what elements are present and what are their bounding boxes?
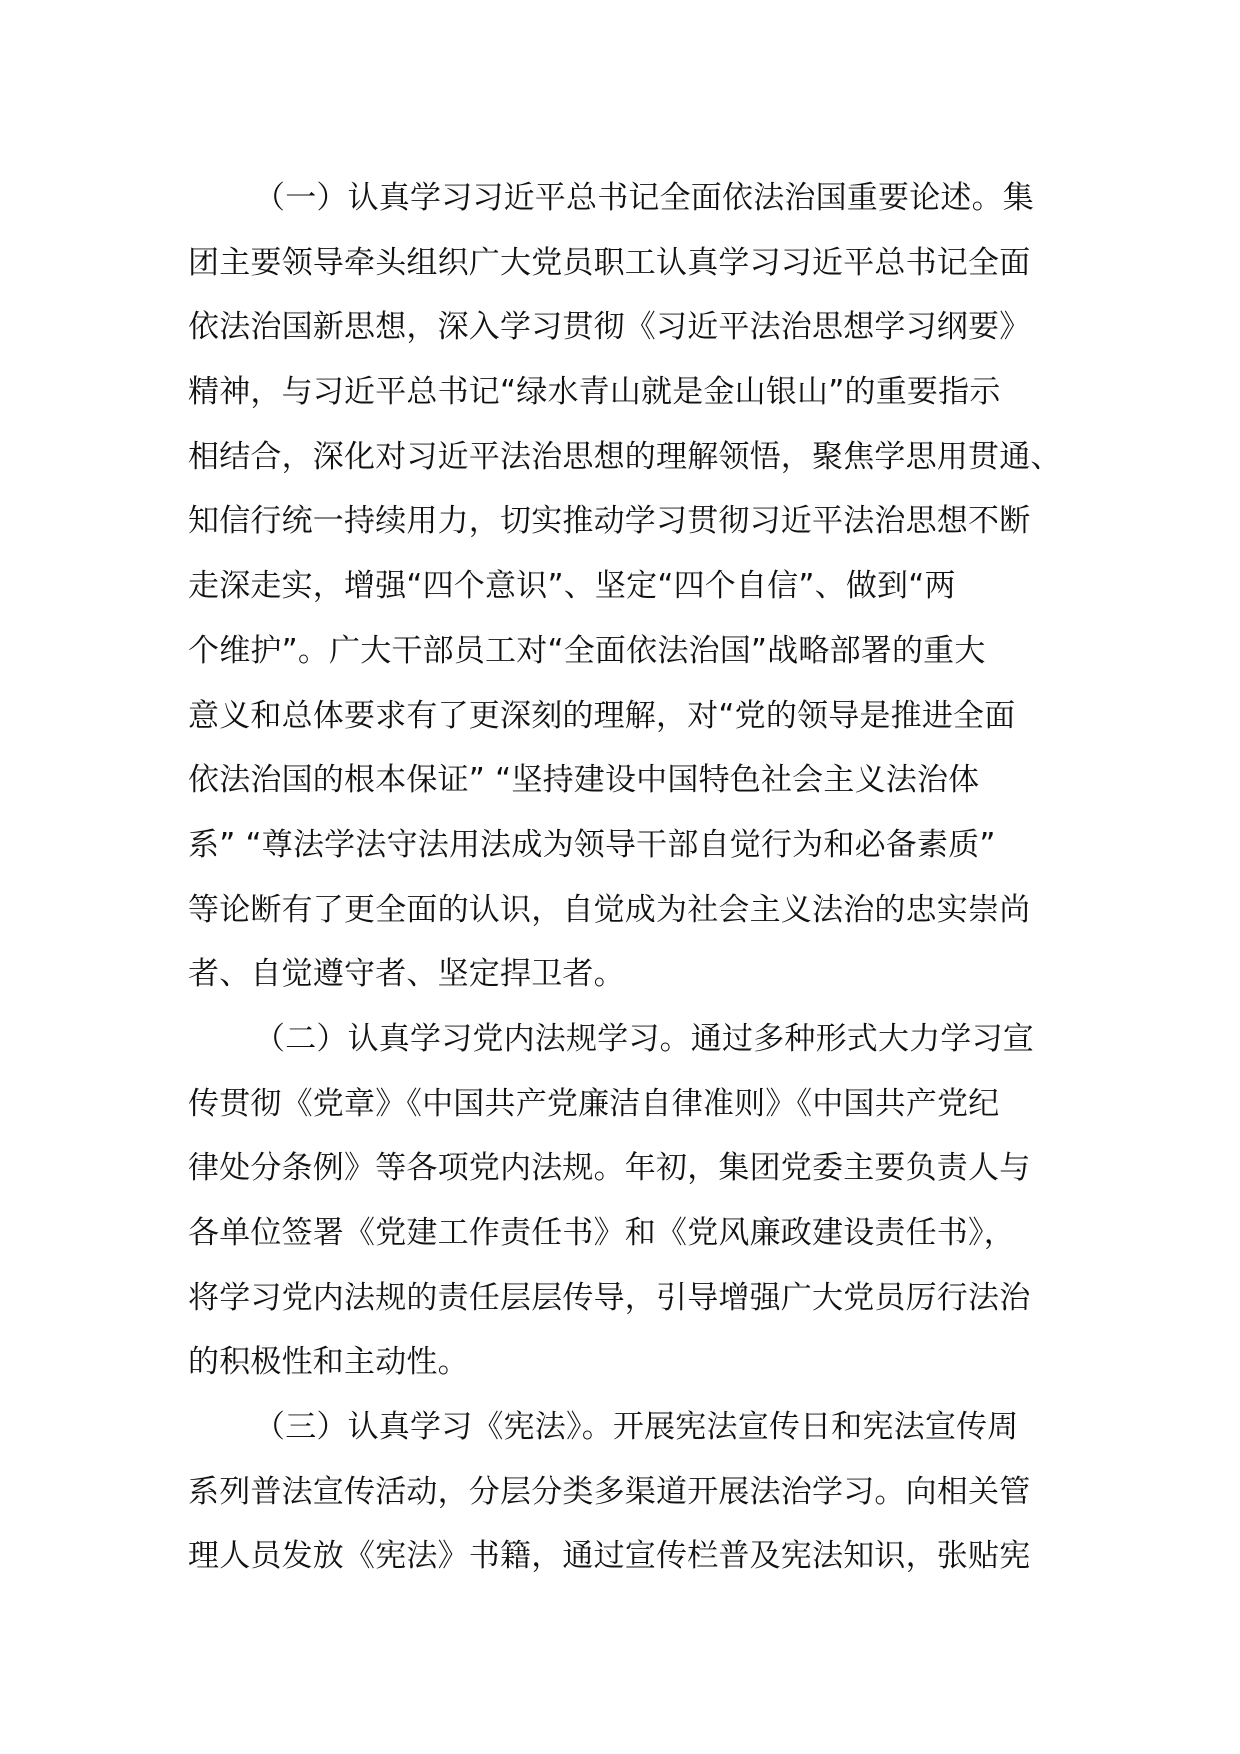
text-line: 个维护”。广大干部员工对“全面依法治国”战略部署的重大 — [188, 632, 986, 669]
text-line: 将学习党内法规的责任层层传导，引导增强广大党员厉行法治 — [188, 1279, 1031, 1316]
text-line: 各单位签署《党建工作责任书》和《党风廉政建设责任书》， — [188, 1215, 1015, 1251]
text-line: 走深走实，增强“四个意识”、坚定“四个自信”、做到“两 — [188, 568, 956, 605]
text-line: 系” “尊法学法守法用法成为领导干部自觉行为和必备素质” — [188, 826, 996, 863]
text-line: 依法治国新思想，深入学习贯彻《习近平法治思想学习纲要》 — [188, 309, 1031, 346]
text-line: （三）认真学习《宪法》。开展宪法宣传日和宪法宣传周 — [254, 1409, 1019, 1446]
text-line: 系列普法宣传活动，分层分类多渠道开展法治学习。向相关管 — [188, 1473, 1031, 1510]
text-line: 依法治国的根本保证” “坚持建设中国特色社会主义法治体 — [188, 762, 980, 799]
text-line: 理人员发放《宪法》书籍，通过宣传栏普及宪法知识，张贴宪 — [188, 1538, 1031, 1575]
text-line: 精神，与习近平总书记“绿水青山就是金山银山”的重要指示 — [188, 374, 1001, 411]
text-line: 团主要领导牵头组织广大党员职工认真学习习近平总书记全面 — [188, 244, 1031, 281]
text-line: 等论断有了更全面的认识，自觉成为社会主义法治的忠实崇尚 — [188, 891, 1031, 928]
text-line: 传贯彻《党章》《中国共产党廉洁自律准则》《中国共产党纪 — [188, 1085, 1000, 1122]
text-line: 者、自觉遵守者、坚定捍卫者。 — [188, 956, 625, 993]
text-line: 意义和总体要求有了更深刻的理解，对“党的领导是推进全面 — [188, 697, 1016, 734]
text-line: 的积极性和主动性。 — [188, 1344, 469, 1381]
text-line: （一）认真学习习近平总书记全面依法治国重要论述。集 — [254, 180, 1034, 216]
text-line: 律处分条例》等各项党内法规。年初，集团党委主要负责人与 — [188, 1150, 1031, 1187]
body-text — [188, 166, 1088, 1589]
text-line: 相结合，深化对习近平法治思想的理解领悟，聚焦学思用贯通、 — [188, 438, 1062, 475]
text-line: 知信行统一持续用力，切实推动学习贯彻习近平法治思想不断 — [188, 503, 1031, 540]
text-line: （二）认真学习党内法规学习。通过多种形式大力学习宣 — [254, 1020, 1034, 1057]
